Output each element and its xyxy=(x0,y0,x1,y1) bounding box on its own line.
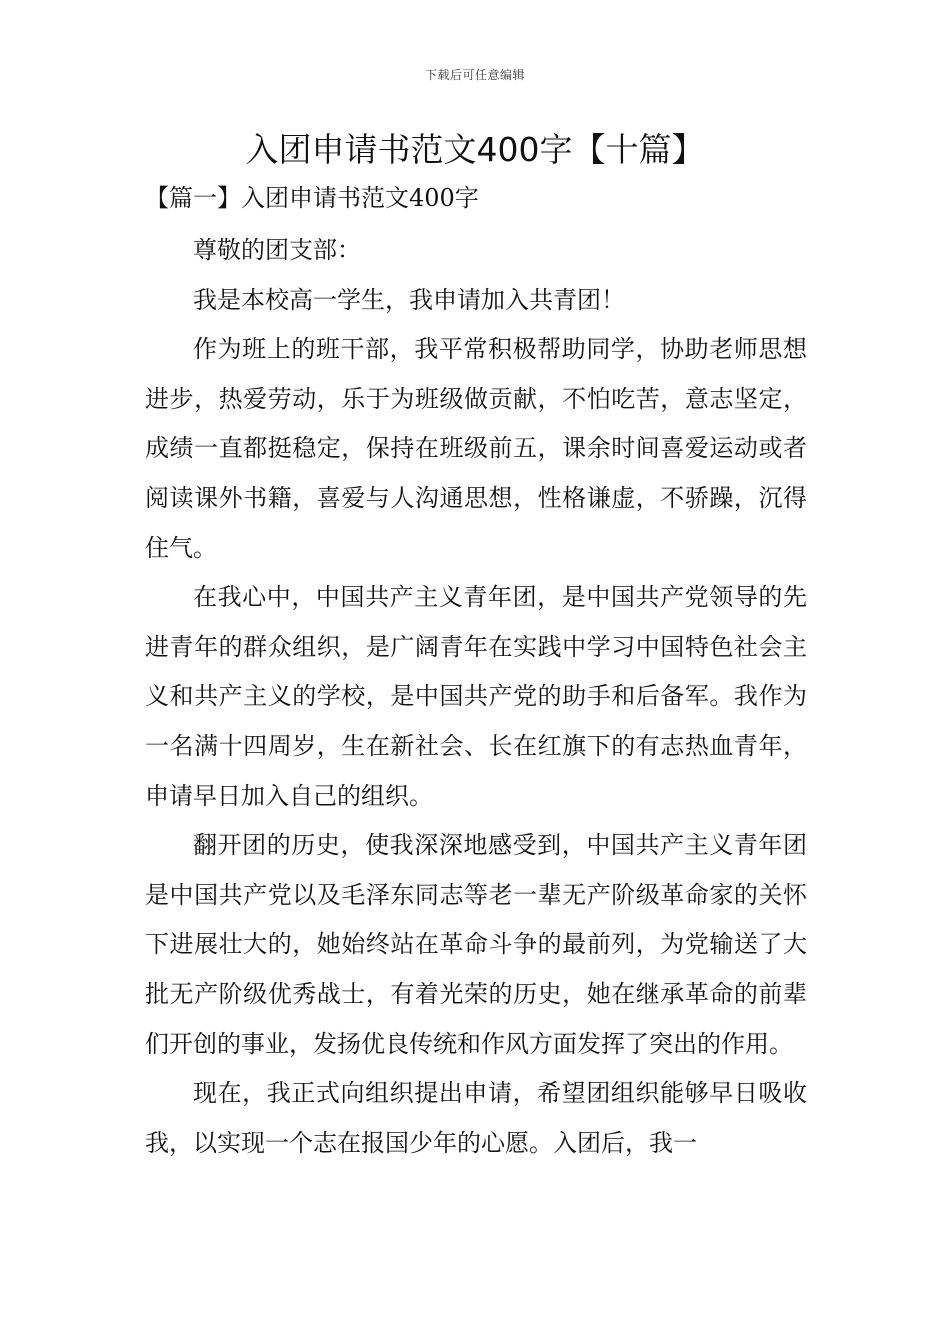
document-body xyxy=(145,226,807,1168)
paragraph: 在我心中，中国共产主义青年团，是中国共产党领导的先进青年的群众组织，是广阔青年在实践中学习中国特色社会主义和共产主义的学校，是中国共产党的助手和后备军。我作为一名满十四周岁，生在新社会、长在红旗下的有志热血青年，申请早日加入自己的组织。 xyxy=(145,583,807,810)
salutation: 尊敬的团支部： xyxy=(193,236,361,264)
paragraph: 现在，我正式向组织提出申请，希望团组织能够早日吸收我，以实现一个志在报国少年的心愿。入团后，我一 xyxy=(145,1079,807,1157)
paragraph: 翻开团的历史，使我深深地感受到，中国共产主义青年团是中国共产党以及毛泽东同志等老一辈无产阶级革命家的关怀下进展壮大的，她始终站在革命斗争的最前列，为党输送了大批无产阶级优秀战士，有着光荣的历史，她在继承革命的前辈们开创的事业，发扬优良传统和作风方面发挥了突出的作用。 xyxy=(145,831,807,1058)
document-title: 入团申请书范文400字【十篇】 xyxy=(245,130,705,169)
paragraph: 作为班上的班干部，我平常积极帮助同学，协助老师思想进步，热爱劳动，乐于为班级做贡献，不怕吃苦，意志坚定，成绩一直都挺稳定，保持在班级前五，课余时间喜爱运动或者阅读课外书籍，喜爱与人沟通思想，性格谦虚，不骄躁，沉得住气。 xyxy=(145,335,807,562)
section-heading: 【篇一】入团申请书范文400字 xyxy=(145,184,479,212)
header-note: 下载后可任意编辑 xyxy=(424,68,525,82)
paragraph: 我是本校高一学生，我申请加入共青团！ xyxy=(193,285,625,314)
